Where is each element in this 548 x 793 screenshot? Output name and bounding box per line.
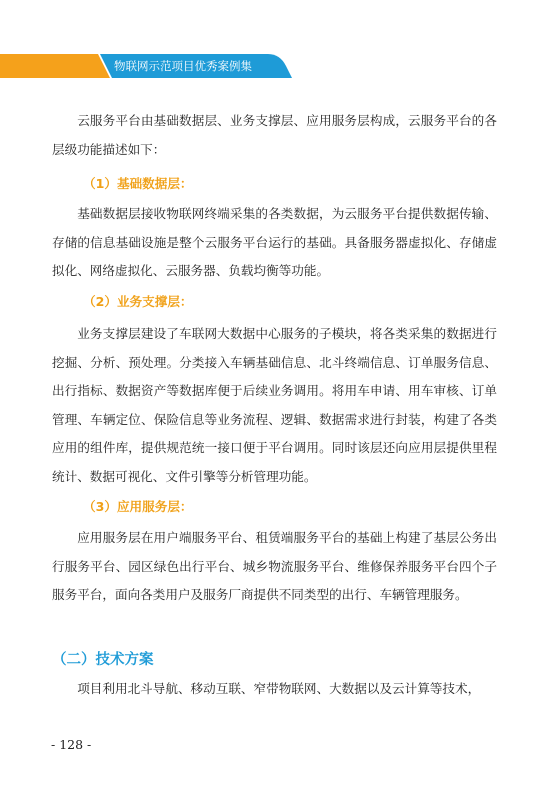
layer3-paragraph: 应用服务层在用户端服务平台、租赁端服务平台的基础上构建了基层公务出行服务平台、园区绿色出行平台、城乡物流服务平台、维修保养服务平台四个子服务平台，面向各类用户及服务厂商提供不同类型的出行、车辆管理服务。 <box>52 530 497 603</box>
header-title: 物联网示范项目优秀案例集 <box>114 59 252 73</box>
layer2-paragraph: 业务支撑层建设了车联网大数据中心服务的子模块，将各类采集的数据进行挖掘、分析、预处理。分类接入车辆基础信息、北斗终端信息、订单服务信息、出行指标、数据资产等数据库便于后续业务调用。将用车申请、用车审核、订单管理、车辆定位、保险信息等业务流程、逻辑、数据需求进行封装，构建了各类应用的组件库，提供规范统一接口便于平台调用。同时该层还向应用层提供里程统计、数据可视化、文件引擎等分析管理功能。 <box>52 326 497 484</box>
page-number: - 128 - <box>51 737 92 752</box>
layer3-heading: （3）应用服务层： <box>83 499 193 514</box>
layer1-heading: （1）基础数据层： <box>83 176 193 191</box>
layer2-heading: （2）业务支撑层： <box>83 294 193 309</box>
layer1-paragraph: 基础数据层接收物联网终端采集的各类数据，为云服务平台提供数据传输、存储的信息基础设施是整个云服务平台运行的基础。具备服务器虚拟化、存储虚拟化、网络虚拟化、云服务器、负载均衡等功能。 <box>52 206 497 279</box>
header-orange-block <box>0 54 110 78</box>
section-heading: （二）技术方案 <box>52 652 154 668</box>
section2-paragraph: 项目利用北斗导航、移动互联、窄带物联网、大数据以及云计算等技术， <box>77 681 481 696</box>
intro-paragraph: 云服务平台由基础数据层、业务支撑层、应用服务层构成，云服务平台的各层级功能描述如下： <box>52 113 497 157</box>
